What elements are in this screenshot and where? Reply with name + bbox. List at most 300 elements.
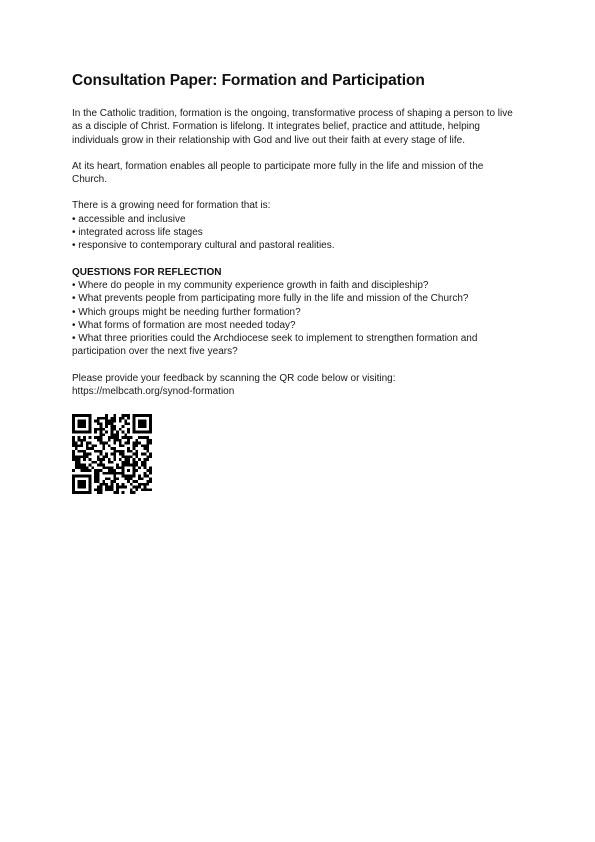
qr-code-icon xyxy=(72,414,152,494)
qr-module xyxy=(91,447,94,450)
qr-module xyxy=(80,486,83,489)
feedback-url[interactable]: https://melbcath.org/synod-formation xyxy=(72,386,235,398)
qr-module xyxy=(75,464,78,467)
qr-module xyxy=(72,458,75,461)
qr-module xyxy=(94,436,97,439)
qr-module xyxy=(75,445,78,448)
qr-module xyxy=(113,425,116,428)
qr-module xyxy=(72,420,75,423)
qr-module xyxy=(72,489,75,492)
qr-module xyxy=(133,420,136,423)
qr-module xyxy=(141,464,144,467)
qr-module xyxy=(80,470,83,473)
qr-module xyxy=(111,481,114,484)
qr-module xyxy=(97,436,100,439)
qr-module xyxy=(138,420,141,423)
qr-module xyxy=(149,425,152,428)
qr-module xyxy=(138,475,141,478)
qr-module xyxy=(138,436,141,439)
list-item: • What prevents people from participating more fully in the life and mission of the Church? xyxy=(72,292,521,305)
qr-module xyxy=(111,453,114,456)
qr-module xyxy=(100,431,103,434)
qr-module xyxy=(122,414,125,417)
qr-module xyxy=(133,447,136,450)
qr-module xyxy=(144,414,147,417)
qr-module xyxy=(116,489,119,492)
list-item: • Which groups might be needing further formation? xyxy=(72,306,521,319)
qr-module xyxy=(72,481,75,484)
qr-module xyxy=(80,456,83,459)
qr-module xyxy=(89,431,92,434)
qr-module xyxy=(149,456,152,459)
qr-module xyxy=(111,447,114,450)
qr-module xyxy=(102,442,105,445)
qr-module xyxy=(144,472,147,475)
qr-module xyxy=(149,439,152,442)
qr-module xyxy=(141,436,144,439)
qr-module xyxy=(111,417,114,420)
qr-module xyxy=(78,467,81,470)
qr-module xyxy=(130,483,133,486)
questions-list xyxy=(72,279,521,359)
qr-module xyxy=(113,453,116,456)
qr-module xyxy=(94,481,97,484)
qr-module xyxy=(146,445,149,448)
qr-module xyxy=(78,450,81,453)
qr-module xyxy=(135,431,138,434)
qr-module xyxy=(144,483,147,486)
qr-module xyxy=(89,486,92,489)
qr-module xyxy=(124,436,127,439)
qr-module xyxy=(78,475,81,478)
qr-module xyxy=(111,486,114,489)
qr-module xyxy=(135,456,138,459)
qr-module xyxy=(86,414,89,417)
qr-module xyxy=(116,492,119,495)
qr-module xyxy=(146,414,149,417)
qr-module xyxy=(116,472,119,475)
qr-module xyxy=(116,478,119,481)
questions-heading: QUESTIONS FOR REFLECTION xyxy=(72,266,222,278)
qr-module xyxy=(138,458,141,461)
qr-module xyxy=(144,453,147,456)
qr-module xyxy=(75,475,78,478)
qr-module xyxy=(89,458,92,461)
qr-module xyxy=(94,489,97,492)
qr-module xyxy=(149,467,152,470)
qr-module xyxy=(135,453,138,456)
qr-module xyxy=(83,475,86,478)
qr-module xyxy=(89,489,92,492)
qr-module xyxy=(141,453,144,456)
qr-module xyxy=(138,423,141,426)
qr-module xyxy=(124,475,127,478)
qr-module xyxy=(144,445,147,448)
qr-module xyxy=(122,425,125,428)
qr-module xyxy=(127,442,130,445)
qr-module xyxy=(72,431,75,434)
qr-module xyxy=(80,464,83,467)
qr-module xyxy=(130,475,133,478)
qr-code[interactable] xyxy=(72,414,152,494)
qr-module xyxy=(146,475,149,478)
qr-module xyxy=(124,461,127,464)
qr-module xyxy=(94,461,97,464)
qr-module xyxy=(94,475,97,478)
qr-module xyxy=(144,464,147,467)
qr-module xyxy=(97,492,100,495)
qr-module xyxy=(83,423,86,426)
list-item: • What forms of formation are most needed today? xyxy=(72,319,521,332)
qr-module xyxy=(127,431,130,434)
qr-module xyxy=(97,472,100,475)
qr-module xyxy=(124,458,127,461)
qr-module xyxy=(89,492,92,495)
qr-module xyxy=(75,467,78,470)
qr-module xyxy=(138,467,141,470)
qr-module xyxy=(78,420,81,423)
qr-module xyxy=(141,445,144,448)
qr-module xyxy=(141,461,144,464)
qr-module xyxy=(133,464,136,467)
intro-paragraph: In the Catholic tradition, formation is the ongoing, transformative process of shaping a person to live as a disciple of Christ. Formation is lifelong. It integrates belief, practice and attitude, helping individuals grow in their relationship with God and live out their faith at every stage of life. xyxy=(72,108,513,146)
qr-module xyxy=(111,425,114,428)
qr-module xyxy=(80,492,83,495)
qr-module xyxy=(94,472,97,475)
qr-module xyxy=(89,425,92,428)
qr-module xyxy=(122,486,125,489)
needs-intro: There is a growing need for formation that is: xyxy=(72,200,271,212)
qr-module xyxy=(72,475,75,478)
qr-module xyxy=(127,464,130,467)
qr-module xyxy=(138,486,141,489)
qr-module xyxy=(89,481,92,484)
qr-module xyxy=(80,475,83,478)
qr-module xyxy=(127,456,130,459)
qr-module xyxy=(144,486,147,489)
qr-module xyxy=(94,450,97,453)
qr-module xyxy=(149,472,152,475)
qr-module xyxy=(116,431,119,434)
qr-module xyxy=(149,414,152,417)
qr-module xyxy=(111,428,114,431)
qr-module xyxy=(113,420,116,423)
qr-module xyxy=(78,423,81,426)
qr-module xyxy=(75,447,78,450)
qr-module xyxy=(119,417,122,420)
qr-module xyxy=(119,439,122,442)
qr-module xyxy=(146,447,149,450)
qr-module xyxy=(83,470,86,473)
qr-module xyxy=(111,423,114,426)
qr-module xyxy=(135,486,138,489)
qr-module xyxy=(116,483,119,486)
qr-module xyxy=(127,475,130,478)
qr-module xyxy=(94,420,97,423)
qr-module xyxy=(144,423,147,426)
qr-module xyxy=(105,425,108,428)
qr-module xyxy=(113,447,116,450)
qr-module xyxy=(113,414,116,417)
qr-module xyxy=(130,464,133,467)
qr-module xyxy=(133,428,136,431)
qr-module xyxy=(135,445,138,448)
qr-module xyxy=(144,467,147,470)
qr-module xyxy=(89,475,92,478)
qr-module xyxy=(119,428,122,431)
qr-module xyxy=(72,483,75,486)
qr-module xyxy=(108,423,111,426)
qr-module xyxy=(111,436,114,439)
qr-module xyxy=(78,456,81,459)
qr-module xyxy=(116,467,119,470)
qr-module xyxy=(72,439,75,442)
qr-module xyxy=(108,436,111,439)
qr-module xyxy=(108,486,111,489)
qr-module xyxy=(111,489,114,492)
qr-module xyxy=(86,470,89,473)
qr-module xyxy=(83,414,86,417)
qr-module xyxy=(149,428,152,431)
qr-module xyxy=(78,481,81,484)
qr-module xyxy=(75,456,78,459)
qr-module xyxy=(97,486,100,489)
qr-module xyxy=(146,481,149,484)
qr-module xyxy=(144,431,147,434)
qr-module xyxy=(149,417,152,420)
qr-module xyxy=(111,470,114,473)
qr-module xyxy=(146,439,149,442)
qr-module xyxy=(149,420,152,423)
qr-module xyxy=(141,420,144,423)
qr-module xyxy=(133,453,136,456)
qr-module xyxy=(78,425,81,428)
qr-module xyxy=(116,436,119,439)
qr-module xyxy=(89,447,92,450)
qr-module xyxy=(108,420,111,423)
qr-module xyxy=(146,442,149,445)
qr-module xyxy=(149,478,152,481)
qr-module xyxy=(102,483,105,486)
qr-module xyxy=(127,481,130,484)
qr-module xyxy=(83,458,86,461)
qr-module xyxy=(100,428,103,431)
qr-module xyxy=(146,483,149,486)
qr-module xyxy=(97,428,100,431)
qr-module xyxy=(86,453,89,456)
qr-module xyxy=(116,439,119,442)
qr-module xyxy=(86,431,89,434)
qr-module xyxy=(111,461,114,464)
qr-module xyxy=(83,425,86,428)
questions-section xyxy=(72,266,521,359)
qr-module xyxy=(130,478,133,481)
qr-module xyxy=(80,423,83,426)
qr-module xyxy=(94,428,97,431)
qr-module xyxy=(83,450,86,453)
qr-module xyxy=(141,489,144,492)
qr-module xyxy=(119,472,122,475)
qr-module xyxy=(105,456,108,459)
qr-module xyxy=(100,470,103,473)
qr-module xyxy=(144,461,147,464)
qr-module xyxy=(72,486,75,489)
qr-module xyxy=(133,417,136,420)
qr-module xyxy=(146,458,149,461)
qr-module xyxy=(75,442,78,445)
qr-module xyxy=(135,450,138,453)
qr-module xyxy=(100,483,103,486)
qr-module xyxy=(127,447,130,450)
qr-module xyxy=(144,436,147,439)
qr-module xyxy=(124,414,127,417)
qr-module xyxy=(133,461,136,464)
qr-module xyxy=(100,434,103,437)
qr-module xyxy=(122,445,125,448)
qr-module xyxy=(105,414,108,417)
list-item: • integrated across life stages xyxy=(72,226,521,239)
qr-module xyxy=(78,431,81,434)
qr-module xyxy=(135,442,138,445)
list-item: • What three priorities could the Archdiocese seek to implement to strengthen formation and participation over the next five years? xyxy=(72,332,521,359)
qr-module xyxy=(78,445,81,448)
qr-module xyxy=(80,483,83,486)
qr-module xyxy=(119,445,122,448)
qr-module xyxy=(133,475,136,478)
qr-module xyxy=(127,439,130,442)
qr-module xyxy=(105,417,108,420)
qr-module xyxy=(144,447,147,450)
qr-module xyxy=(122,492,125,495)
qr-module xyxy=(100,486,103,489)
qr-module xyxy=(72,425,75,428)
qr-module xyxy=(105,420,108,423)
qr-module xyxy=(111,467,114,470)
qr-module xyxy=(113,442,116,445)
qr-module xyxy=(83,467,86,470)
qr-module xyxy=(78,414,81,417)
qr-module xyxy=(89,478,92,481)
qr-module xyxy=(80,450,83,453)
qr-module xyxy=(127,478,130,481)
qr-module xyxy=(91,467,94,470)
qr-module xyxy=(116,464,119,467)
qr-module xyxy=(133,472,136,475)
qr-module xyxy=(119,420,122,423)
qr-module xyxy=(130,456,133,459)
qr-module xyxy=(149,489,152,492)
qr-module xyxy=(144,420,147,423)
qr-module xyxy=(83,483,86,486)
qr-module xyxy=(138,414,141,417)
qr-module xyxy=(97,439,100,442)
qr-module xyxy=(105,486,108,489)
qr-module xyxy=(80,420,83,423)
qr-module xyxy=(83,456,86,459)
qr-module xyxy=(138,483,141,486)
qr-module xyxy=(135,489,138,492)
qr-module xyxy=(108,472,111,475)
qr-module xyxy=(141,483,144,486)
qr-module xyxy=(149,431,152,434)
qr-module xyxy=(133,467,136,470)
qr-module xyxy=(86,475,89,478)
qr-module xyxy=(78,486,81,489)
qr-module xyxy=(122,431,125,434)
qr-module xyxy=(83,492,86,495)
qr-module xyxy=(141,425,144,428)
qr-module xyxy=(80,425,83,428)
qr-module xyxy=(102,434,105,437)
qr-module xyxy=(133,458,136,461)
qr-module xyxy=(113,428,116,431)
qr-module xyxy=(86,467,89,470)
qr-module xyxy=(135,414,138,417)
qr-module xyxy=(113,492,116,495)
document-title: Consultation Paper: Formation and Participation xyxy=(72,72,425,89)
qr-module xyxy=(133,431,136,434)
qr-module xyxy=(127,470,130,473)
qr-module xyxy=(124,442,127,445)
qr-module xyxy=(122,461,125,464)
qr-module xyxy=(122,464,125,467)
qr-module xyxy=(108,470,111,473)
qr-module xyxy=(141,414,144,417)
qr-module xyxy=(78,458,81,461)
qr-module xyxy=(78,461,81,464)
qr-module xyxy=(89,464,92,467)
qr-module xyxy=(119,486,122,489)
qr-module xyxy=(141,423,144,426)
qr-module xyxy=(146,489,149,492)
qr-module xyxy=(97,458,100,461)
qr-module xyxy=(86,456,89,459)
qr-module xyxy=(72,445,75,448)
qr-module xyxy=(72,453,75,456)
qr-module xyxy=(102,464,105,467)
qr-module xyxy=(111,434,114,437)
qr-module xyxy=(130,450,133,453)
list-item: • accessible and inclusive xyxy=(72,213,521,226)
qr-module xyxy=(124,478,127,481)
qr-module xyxy=(124,423,127,426)
qr-module xyxy=(105,478,108,481)
qr-module xyxy=(108,461,111,464)
qr-module xyxy=(133,442,136,445)
qr-module xyxy=(144,458,147,461)
qr-module xyxy=(75,458,78,461)
qr-module xyxy=(138,425,141,428)
qr-module xyxy=(141,431,144,434)
qr-module xyxy=(122,467,125,470)
qr-module xyxy=(72,470,75,473)
qr-module xyxy=(124,486,127,489)
qr-module xyxy=(119,442,122,445)
qr-module xyxy=(144,489,147,492)
qr-module xyxy=(144,425,147,428)
qr-module xyxy=(146,470,149,473)
qr-module xyxy=(133,425,136,428)
qr-module xyxy=(146,436,149,439)
qr-module xyxy=(116,486,119,489)
qr-module xyxy=(135,470,138,473)
qr-module xyxy=(89,436,92,439)
qr-module xyxy=(119,458,122,461)
qr-module xyxy=(102,417,105,420)
qr-module xyxy=(83,420,86,423)
qr-module xyxy=(133,470,136,473)
qr-module xyxy=(100,439,103,442)
